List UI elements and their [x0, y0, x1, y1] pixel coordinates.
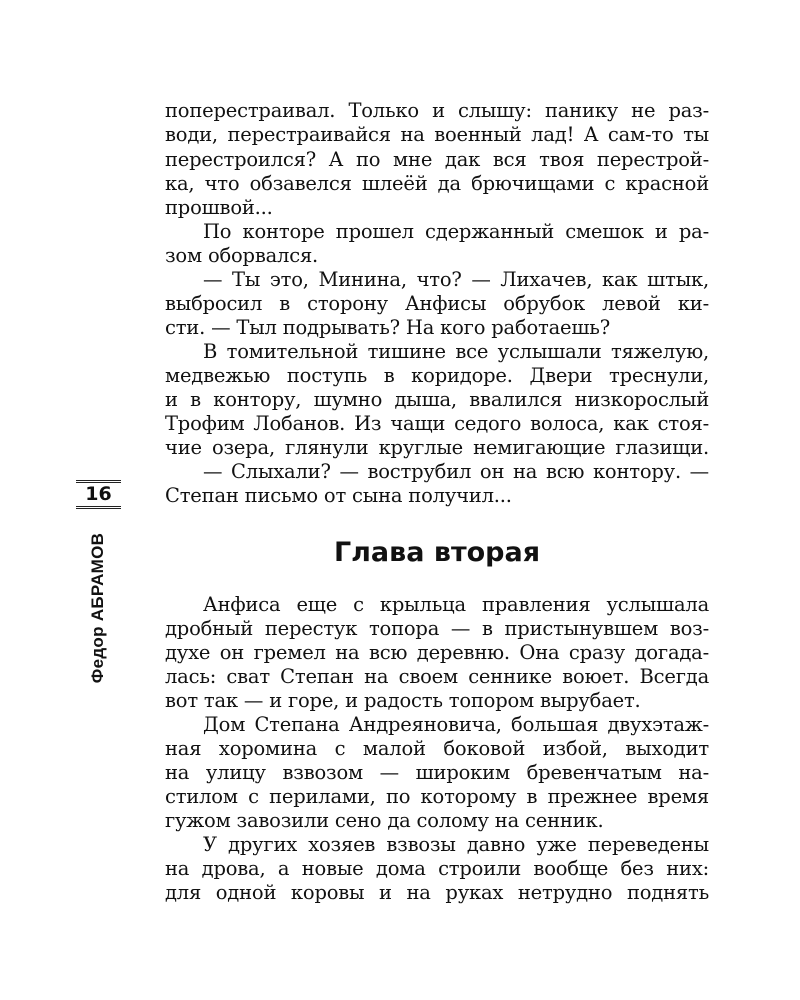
- text-line: гужом завозили сено да солому на сенник.: [165, 809, 604, 832]
- text-line: прошвой...: [165, 196, 273, 219]
- text-line: на дрова, а новые дома строили вообще без них:: [165, 857, 709, 880]
- text-line: на улицу взвозом — широким бревенчатым на-: [165, 761, 709, 784]
- text-line: и в контору, шумно дыша, ввалился низкорослый: [165, 388, 709, 411]
- text-line: вот так — и горе, и радость топором вырубает.: [165, 689, 641, 712]
- text-line: духе он гремел на всю деревню. Она сразу догада-: [165, 641, 709, 664]
- text-line: стилом с перилами, по которому в прежнее время: [165, 785, 709, 808]
- text-line: поперестраивал. Только и слышу: панику не раз-: [165, 99, 709, 122]
- author-first-name: Федор: [88, 626, 107, 684]
- text-line: В томительной тишине все услышали тяжелую,: [203, 340, 709, 363]
- text-line: зом оборвался.: [165, 244, 319, 267]
- author-last-name: АБРАМОВ: [88, 532, 107, 622]
- text-line: выбросил в сторону Анфисы обрубок левой ки-: [165, 292, 709, 315]
- text-line: По конторе прошел сдержанный смешок и ра-: [203, 220, 709, 243]
- text-line: ная хоромина с малой боковой избой, выходит: [165, 737, 709, 760]
- text-line: У других хозяев взвозы давно уже переведены: [203, 833, 709, 856]
- text-line: — Ты это, Минина, что? — Лихачев, как штык,: [203, 268, 709, 291]
- text-line: лась: сват Степан на своем сеннике воюет. Всегда: [165, 665, 709, 688]
- chapter-heading: Глава вторая: [333, 537, 541, 568]
- text-line: Трофим Лобанов. Из чащи седого волоса, как стоя-: [165, 412, 709, 435]
- text-line: води, перестраивайся на военный лад! А сам-то ты: [165, 123, 709, 146]
- page-number: 16: [85, 483, 112, 505]
- text-line: Дом Степана Андреяновича, большая двухэтаж-: [203, 713, 709, 736]
- text-line: ка, что обзавелся шлеёй да брючищами с красной: [165, 172, 709, 195]
- text-line: Степан письмо от сына получил...: [165, 484, 512, 507]
- text-line: дробный перестук топора — в пристынувшем воз-: [165, 617, 709, 640]
- running-author-name: [88, 533, 108, 683]
- text-line: — Слыхали? — вострубил он на всю контору. —: [203, 460, 709, 483]
- text-line: медвежью поступь в коридоре. Двери треснули,: [165, 364, 709, 387]
- text-line: Анфиса еще с крыльца правления услышала: [203, 593, 709, 616]
- text-line: сти. — Тыл подрывать? На кого работаешь?: [165, 316, 610, 339]
- text-line: перестроился? А по мне дак вся твоя перестрой-: [165, 148, 709, 171]
- text-line: чие озера, глянули круглые немигающие глазищи.: [165, 436, 709, 459]
- text-line: для одной коровы и на руках нетрудно поднять: [165, 881, 709, 904]
